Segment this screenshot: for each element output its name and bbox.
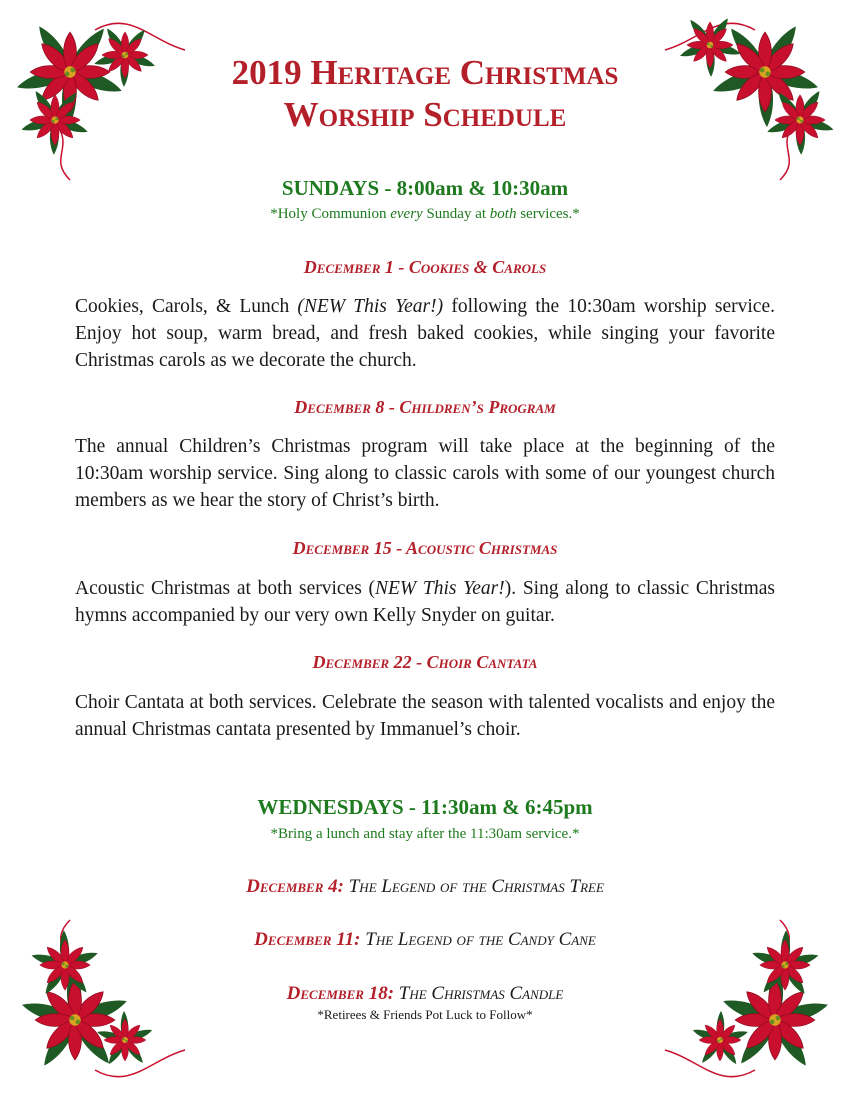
title-line-1: 2019 Heritage Christmas	[231, 53, 619, 92]
event-text-dec15	[75, 575, 775, 629]
event-text-dec22: Choir Cantata at both services. Celebrate the season with talented vocalists and enjoy the annual Christmas cantata presented by Immanuel’s choir.	[75, 692, 775, 740]
wednesday-date: December 4:	[246, 876, 344, 897]
wednesday-title: The Legend of the Candy Cane	[360, 929, 596, 950]
wednesday-date: December 11:	[254, 929, 361, 950]
wednesday-title: The Legend of the Christmas Tree	[343, 876, 604, 897]
sundays-note-em1: every	[390, 206, 423, 222]
event-heading-dec1: December 1 - Cookies & Carols	[303, 257, 547, 277]
wednesday-title: The Christmas Candle	[394, 983, 564, 1004]
event-heading-dec15: December 15 - Acoustic Christmas	[292, 538, 558, 558]
sundays-note-em2: both	[489, 206, 517, 222]
page-title	[150, 52, 700, 136]
event-text-dec1	[75, 293, 775, 374]
potluck-note: *Retirees & Friends Pot Luck to Follow*	[317, 1007, 533, 1022]
event-text-dec1-em: (NEW This Year!)	[297, 296, 444, 317]
wednesdays-heading: WEDNESDAYS - 11:30am & 6:45pm	[257, 795, 593, 819]
sundays-note	[0, 206, 850, 223]
wednesday-item-dec18	[0, 983, 850, 1005]
event-text-dec15-pre: Acoustic Christmas at both services (	[75, 578, 376, 599]
sundays-note-pre: *Holy Communion	[270, 206, 391, 222]
event-heading-dec22: December 22 - Choir Cantata	[312, 652, 538, 672]
sundays-heading: SUNDAYS - 8:00am & 10:30am	[281, 176, 569, 200]
sundays-note-post: services.*	[516, 206, 580, 222]
event-text-dec15-em: NEW This Year!	[375, 578, 505, 599]
event-heading-dec8: December 8 - Children’s Program	[294, 397, 556, 417]
sundays-note-mid: Sunday at	[422, 206, 490, 222]
event-text-dec15-post: ). Sing along to classic Christmas hymns accompanied by our very own Kelly Snyder on guitar.	[75, 578, 775, 626]
title-line-2: Worship Schedule	[283, 95, 567, 134]
wednesday-item-dec11	[0, 929, 850, 951]
wednesday-date: December 18:	[286, 983, 395, 1004]
wednesday-item-dec4	[0, 876, 850, 898]
event-text-dec8: The annual Children’s Christmas program will take place at the beginning of the 10:30am worship service. Sing along to classic carols with some of our youngest church members as we hear the story of Christ’s birth.	[75, 436, 775, 511]
wednesdays-note: *Bring a lunch and stay after the 11:30am service.*	[270, 826, 580, 842]
event-text-dec1-pre: Cookies, Carols, & Lunch	[75, 296, 298, 317]
event-text-dec1-post: following the 10:30am worship service. Enjoy hot soup, warm bread, and fresh baked cookies, while singing your favorite Christmas carols as we decorate the church.	[75, 296, 775, 371]
